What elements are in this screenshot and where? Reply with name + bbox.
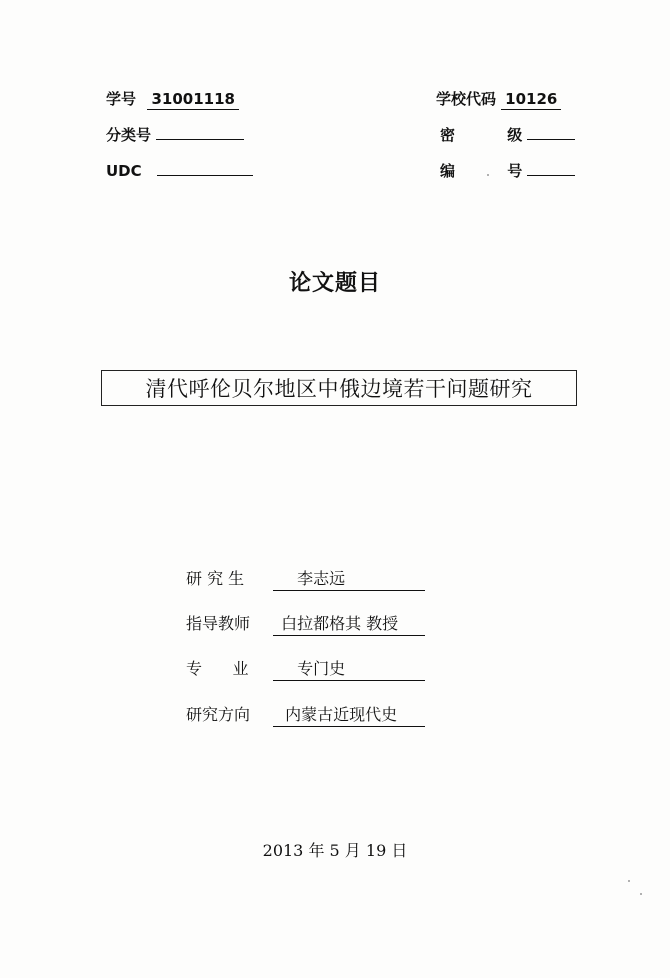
school-code-label: 学校代码 <box>436 90 497 108</box>
thesis-title-box <box>101 370 577 406</box>
scan-speck <box>487 174 489 176</box>
udc-value <box>157 160 253 176</box>
secrecy-field <box>440 124 575 145</box>
info-key-advisor: 指导教师 <box>186 614 251 633</box>
scan-speck <box>628 880 630 882</box>
number-field <box>440 160 575 181</box>
info-row-direction <box>186 702 425 727</box>
info-value-advisor: 白拉都格其 教授 <box>281 614 399 633</box>
classification-field <box>106 124 244 145</box>
info-row-major <box>186 656 425 681</box>
number-value <box>527 160 575 176</box>
info-row-advisor <box>186 611 425 636</box>
info-value-major: 专门史 <box>297 659 346 678</box>
udc-field <box>106 160 253 180</box>
classification-label: 分类号 <box>106 126 152 144</box>
student-id-label: 学号 <box>106 90 137 108</box>
info-key-student: 研 究 生 <box>186 569 245 588</box>
secrecy-label-1: 密 <box>440 126 456 144</box>
secrecy-label-2: 级 <box>507 126 523 144</box>
info-key-direction: 研究方向 <box>186 705 251 724</box>
school-code-field <box>436 88 561 110</box>
school-code-value: 10126 <box>501 90 561 110</box>
number-label-2: 号 <box>507 162 523 180</box>
number-label-1: 编 <box>440 162 456 180</box>
classification-value <box>156 124 244 140</box>
thesis-title: 清代呼伦贝尔地区中俄边境若干问题研究 <box>145 377 533 401</box>
info-value-student: 李志远 <box>297 569 346 588</box>
info-key-major: 专 业 <box>186 659 249 678</box>
scan-speck <box>640 893 642 895</box>
info-value-direction: 内蒙古近现代史 <box>285 705 398 724</box>
date: 2013 年 5 月 19 日 <box>262 841 408 860</box>
secrecy-value <box>527 124 575 140</box>
student-id-field <box>106 88 239 110</box>
title-label: 论文题目 <box>288 271 381 296</box>
student-id-value: 31001118 <box>147 90 239 110</box>
udc-label: UDC <box>106 162 142 180</box>
info-row-student <box>186 566 425 591</box>
